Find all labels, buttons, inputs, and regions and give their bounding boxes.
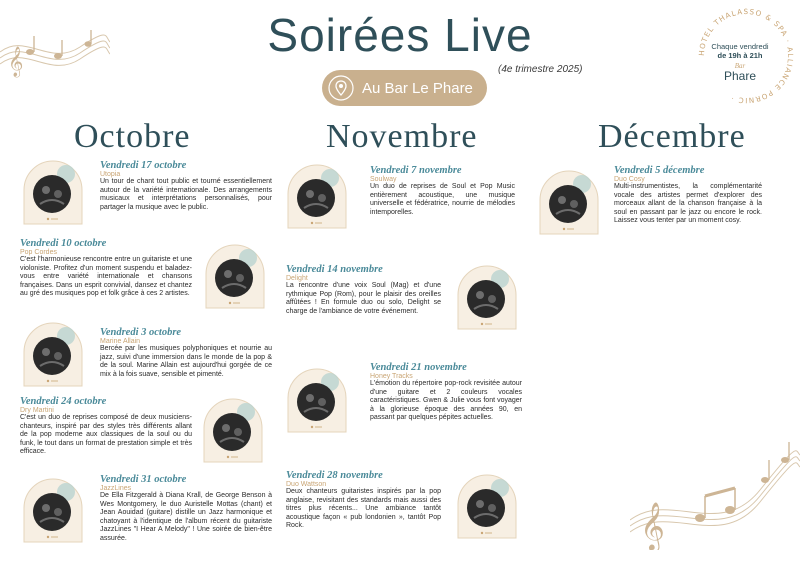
event-date: Vendredi 5 décembre [614,165,705,176]
svg-text:𝄞: 𝄞 [8,47,24,77]
event-description: Deux chanteurs guitaristes inspirés par la pop anglaise, revisitant des standards mais aussi des titres plus récents... Une ambiance tantôt acoustique façon « pub londonien », tantôt Pop Rock. [286,488,441,530]
badge-schedule [700,42,780,82]
photo-oct31 [22,478,84,544]
event-artist: Honey Tracks [370,373,413,380]
event-description: C'est un duo de reprises composé de deux musiciens-chanteurs, inspiré par des styles très différents allant de la pop moderne aux classiques de la soul ou du funk, le tout dans un format de prestation simple et très efficace. [20,414,192,456]
event-date: Vendredi 31 octobre [100,474,187,485]
event-artist: Duo Wattson [286,481,327,488]
event-oct24 [20,396,192,457]
page-title: Soirées Live [267,9,533,61]
month-heading-october: Octobre [74,118,191,155]
event-description: La rencontre d'une voix Soul (Mag) et d'une rythmique Pop (Rom), pour le plaisir des oreilles affûtées ! En formule duo ou solo, Delight se charge de l'ambiance de votre événement. [286,282,441,315]
event-oct3 [100,327,272,379]
photo-nov28 [456,474,518,540]
badge-line2: de 19h à 21h [717,51,763,60]
event-date: Vendredi 24 octobre [20,396,107,407]
event-date: Vendredi 7 novembre [370,165,462,176]
photo-nov14 [456,265,518,331]
event-description: De Ella Fitzgerald à Diana Krall, de George Benson à Wes Montgomery, le duo Auristelle Mottas (chant) et Jean Aouidad (guitare) distille un Jazz harmonique et chatoyant à l'identique de l'album récent du guitariste JazzLines "I Hear A Melody" ! Une soirée de bien-être assurée. [100,492,272,542]
event-description: Un tour de chant tout public et tourné essentiellement autour de la variété internationale. Des arrangements musicaux et interprétations personnalisés, pour partager la musique avec le public. [100,178,272,211]
event-nov21 [370,362,522,423]
photo-dec5 [538,170,600,236]
badge-logo-main: Phare [723,69,757,83]
month-heading-december: Décembre [598,118,746,155]
location-pin-icon [328,75,354,101]
event-artist: Delight [286,275,308,282]
badge-line1: Chaque vendredi [711,42,769,51]
event-date: Vendredi 17 octobre [100,160,187,171]
svg-text:HOTEL THALASSO & SPA · ALLIANC: HOTEL THALASSO & SPA · ALLIANCE PORNIC · [696,6,796,106]
photo-oct17 [22,160,84,226]
event-description: Un duo de reprises de Soul et Pop Music entièrement acoustique, une musique universelle et fédératrice, nourrie de mélodies intemporelles. [370,183,515,216]
venue-banner [322,70,487,106]
music-notes-decoration-left [0,22,110,82]
event-description: L'émotion du répertoire pop-rock revisitée autour d'une guitare et 2 couleurs vocales caractéristiques. Gwen & Julie vous font voyager à la glorieuse époque des années 90, en passant par quelques pépites actuelles. [370,380,522,422]
event-artist: Pop Cordes [20,249,57,256]
event-date: Vendredi 14 novembre [286,264,383,275]
event-oct17 [100,160,272,212]
event-date: Vendredi 3 octobre [100,327,182,338]
event-date: Vendredi 10 octobre [20,238,107,249]
event-nov28 [286,470,441,531]
photo-oct24 [202,398,264,464]
photo-oct3 [22,322,84,388]
event-date: Vendredi 28 novembre [286,470,383,481]
music-notes-decoration-right [630,430,800,550]
event-nov7 [370,165,515,217]
event-artist: Utopia [100,171,121,178]
photo-nov21 [286,368,348,434]
event-artist: Soulway [370,176,397,183]
venue-label: Au Bar Le Phare [362,79,473,97]
page-subtitle: (4e trimestre 2025) [498,64,583,75]
badge-logo-top: Bar [734,62,746,70]
event-nov14 [286,264,441,316]
event-artist: Duo Cosy [614,176,645,183]
month-heading-november: Novembre [326,118,478,155]
photo-oct10 [204,244,266,310]
event-date: Vendredi 21 novembre [370,362,467,373]
event-description: Bercée par les musiques polyphoniques et nourrie au jazz, suivi d'une immersion dans le monde de la pop & de la soul. Marine Allain est aujourd'hui gorgée de ce mix à la fois suave, sensible et pimenté. [100,345,272,378]
event-artist: JazzLines [100,485,132,492]
event-oct10 [20,238,192,299]
svg-text:𝄞: 𝄞 [640,501,665,550]
event-artist: Marine Allain [100,338,141,345]
event-dec5 [614,165,762,226]
event-oct31 [100,474,272,544]
photo-nov7 [286,164,348,230]
event-artist: Dry Martini [20,407,54,414]
event-description: Multi-instrumentistes, la complémentarité vocale des artistes permet d'explorer des morceaux allant de la chanson française à la soul en passant par le jazz ou encore le rock. Laissez vous tenter par un moment cosy. [614,183,762,225]
event-description: C'est l'harmonieuse rencontre entre un guitariste et une violoniste. Profitez d'un moment suspendu et baladez-vous entre variété internationale et chansons françaises. Dans un esprit convivial, dansez et chantez au gré des musiques pop et folk grâce à ces 2 artistes. [20,256,192,298]
